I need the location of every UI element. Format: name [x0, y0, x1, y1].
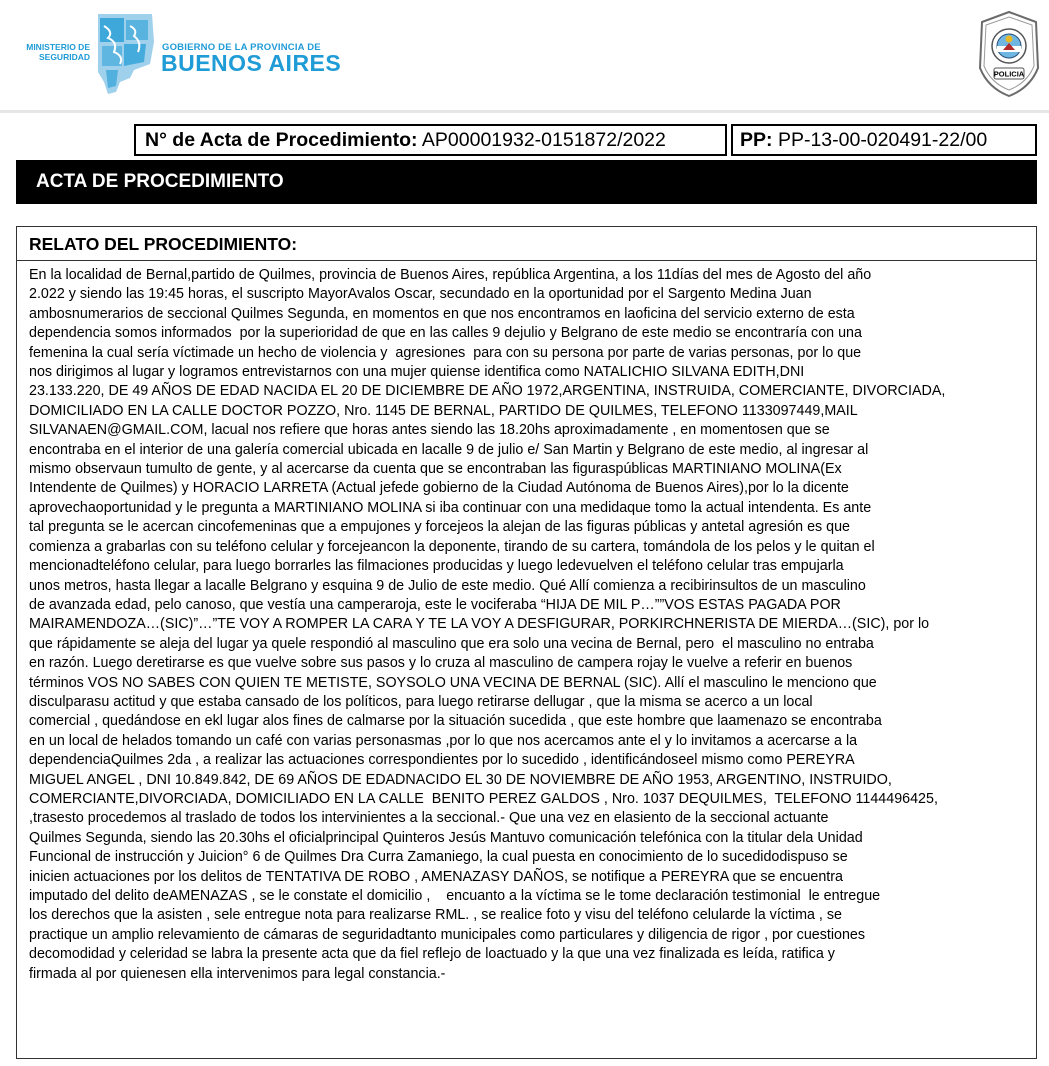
province-name: BUENOS AIRES: [161, 50, 342, 76]
pp-number-field: [731, 124, 1037, 156]
relato-line: mencionadteléfono celular, para luego borrarles las filmaciones producidas y luego ledevuelven el teléfono celular tras empujarla: [29, 558, 844, 575]
relato-line: disculparasu actitud y que estaba cansado de los políticos, para luego retirarse dellugar , que la misma se acerco a un local: [29, 693, 813, 710]
relato-line: que rápidamente se aleja del lugar ya quele respondió al masculino que era solo una vecina de Bernal, pero el masculino no entraba: [29, 635, 874, 652]
relato-line: Quilmes Segunda, siendo las 20.30hs el oficialprincipal Quinteros Jesús Mantuvo comunicación telefónica con la titular dela Unidad: [29, 829, 863, 846]
relato-line: En la localidad de Bernal,partido de Quilmes, provincia de Buenos Aires, república Argentina, a los 11días del mes de Agosto del año: [29, 267, 872, 283]
police-badge-label: POLICIA: [993, 69, 1025, 79]
relato-line: MAIRAMENDOZA…(SIC)”…”TE VOY A ROMPER LA CARA Y TE LA VOY A DESFIGURAR, PORKIRCHNERISTA DE MIERDA…(SIC), por lo: [29, 616, 930, 633]
relato-line: COMERCIANTE,DIVORCIADA, DOMICILIADO EN LA CALLE BENITO PEREZ GALDOS , Nro. 1037 DEQUILMES, TELEFONO 1144496425,: [29, 790, 938, 807]
relato-line: aprovechaoportunidad y le pregunta a MARTINIANO MOLINA si iba continuar con una medidaque tomo la actual intendenta. Es ante: [29, 499, 872, 516]
relato-line: nos dirigimos al lugar y logramos entrevistarnos con una mujer quiense identifica como NATALICHIO SILVANA EDITH,DNI: [29, 364, 805, 381]
relato-line: firmada al por quienesen ella intervenimos para legal constancia.-: [29, 965, 446, 982]
relato-line: decomodidad y celeridad se labra la presente acta que da fiel reflejo de loactuado y la que una vez finalizada es leída, ratifica y: [29, 946, 835, 963]
relato-line: inicien actuaciones por los delitos de TENTATIVA DE ROBO , AMENAZASY DAÑOS, se notifique a PEREYRA que se encuentra: [29, 868, 843, 885]
relato-line: en un local de helados tomando un café con varias personasmas ,por lo que nos acercamos ante el y lo invitamos a acercarse a la: [29, 732, 858, 749]
relato-line: los derechos que la asisten , sele entregue nota para realizarse RML. , se realice foto y visu del teléfono celularde la víctima , se: [29, 907, 842, 924]
ministry-line-1: MINISTERIO DE: [26, 42, 90, 52]
relato-line: ambosnumerarios de seccional Quilmes Segunda, en momentos en que nos encontramos en laoficina del servicio externo de esta: [29, 305, 855, 322]
relato-line: comercial , quedándose en ekl lugar alos fines de calmarse por la situación sucedida , que este hombre que laamenazo se encontraba: [29, 713, 882, 730]
pp-label: PP:: [740, 129, 773, 151]
acta-number-value: AP00001932-0151872/2022: [421, 129, 666, 151]
relato-line: DOMICILIADO EN LA CALLE DOCTOR POZZO, Nro. 1145 DE BERNAL, PARTIDO DE QUILMES, TELEFONO 1133097449,MAIL: [29, 402, 858, 419]
document-title: ACTA DE PROCEDIMIENTO: [16, 160, 1037, 204]
relato-line: mismo observaun tumulto de gente, y al acercarse da cuenta que se encontraban las figuraspúblicas MARTINIANO MOLINA(Ex: [29, 461, 842, 478]
header-divider: [0, 110, 1049, 113]
relato-line: 23.133.220, DE 49 AÑOS DE EDAD NACIDA EL 20 DE DICIEMBRE DE AÑO 1972,ARGENTINA, INSTRUIDA, COMERCIANTE, DIVORCIADA,: [29, 383, 946, 400]
relato-heading: RELATO DEL PROCEDIMIENTO:: [17, 227, 1036, 261]
document-header: [0, 0, 1049, 118]
pp-value: PP-13-00-020491-22/00: [777, 129, 988, 151]
acta-number-label: N° de Acta de Procedimiento:: [145, 129, 418, 151]
relato-line: en razón. Luego deretirarse es que vuelve sobre sus pasos y lo cruza al masculino de campera rojay le vuelve a referir en buenos: [29, 655, 853, 672]
relato-line: términos VOS NO SABES CON QUIEN TE METISTE, SOYSOLO UNA VECINA DE BERNAL (SIC). Allí el masculino le menciono que: [29, 674, 877, 691]
ministry-label: [14, 42, 90, 62]
buenos-aires-map-logo: [94, 12, 158, 96]
relato-line: femenina la cual sería víctimade un hecho de violencia y agresiones para con su persona por parte de varias personas, por lo que: [29, 344, 862, 361]
government-label: GOBIERNO DE LA PROVINCIA DE: [162, 42, 321, 53]
relato-line: tal pregunta se le acercan cincofemeninas que a empujones y forcejeos la alejan de las figuras públicas y antetal agresión es que: [29, 519, 850, 536]
acta-number-field: [134, 124, 727, 156]
relato-line: imputado del delito deAMENAZAS , se le constate el domicilio , encuanto a la víctima se le tome declaración testimonial le entregue: [29, 888, 881, 904]
relato-line: Funcional de instrucción y Juicion° 6 de Quilmes Dra Curra Zamaniego, la cual puesta en conocimiento de lo sucedidodispuso se: [29, 849, 848, 866]
relato-line: practique un amplio relevamiento de cámaras de seguridadtanto municipales como particulares y diligencia de rigor , por cuestiones: [29, 926, 866, 943]
relato-section: [16, 226, 1037, 1059]
relato-line: comienza a grabarlas con su teléfono celular y forcejeancon la deponente, tirando de su cartera, tomándola de los pelos y le quitan el: [29, 538, 875, 555]
relato-line: encontraba en el interior de una galería comercial ubicada en lacalle 9 de julio e/ San Martin y Belgrano de este medio, al ingresar al: [29, 441, 869, 458]
relato-line: SILVANAEN@GMAIL.COM, lacual nos refiere que horas antes siendo las 18.20hs aproximadamente , en momentosen que se: [29, 422, 830, 439]
relato-line: MIGUEL ANGEL , DNI 10.849.842, DE 69 AÑOS DE EDADNACIDO EL 30 DE NOVIEMBRE DE AÑO 1953, ARGENTINO, INSTRUIDO,: [29, 771, 892, 788]
relato-line: 2.022 y siendo las 19:45 horas, el suscripto MayorAvalos Oscar, secundado en la oportunidad por el Sargento Medina Juan: [29, 286, 812, 303]
relato-line: dependenciaQuilmes 2da , a realizar las actuaciones correspondientes por lo sucedido , identificándoseel mismo como PEREYRA: [29, 752, 855, 769]
relato-line: de avanzada edad, pelo canoso, que vestía una camperaroja, este le vociferaba “HIJA DE MIL P…””VOS ESTAS PAGADA POR: [29, 596, 841, 613]
ministry-line-2: SEGURIDAD: [38, 52, 90, 62]
relato-line: Intendente de Quilmes) y HORACIO LARRETA (Actual jefede gobierno de la Ciudad Autónoma de Buenos Aires),por lo la dicente: [29, 480, 849, 497]
relato-line: unos metros, hasta llegar a lacalle Belgrano y esquina 9 de Julio de este medio. Qué Allí comienza a recibirinsultos de un masculino: [29, 577, 866, 594]
police-badge-icon: [978, 10, 1040, 98]
relato-text: [17, 261, 1036, 984]
relato-line: dependencia somos informados por la superioridad de que en las calles 9 dejulio y Belgrano de este medio se encontraría con una: [29, 325, 862, 342]
relato-line: ,trasesto procedemos al traslado de todos los intervinientes a la seccional.- Que una vez en elasiento de la seccional actuante: [29, 810, 829, 827]
